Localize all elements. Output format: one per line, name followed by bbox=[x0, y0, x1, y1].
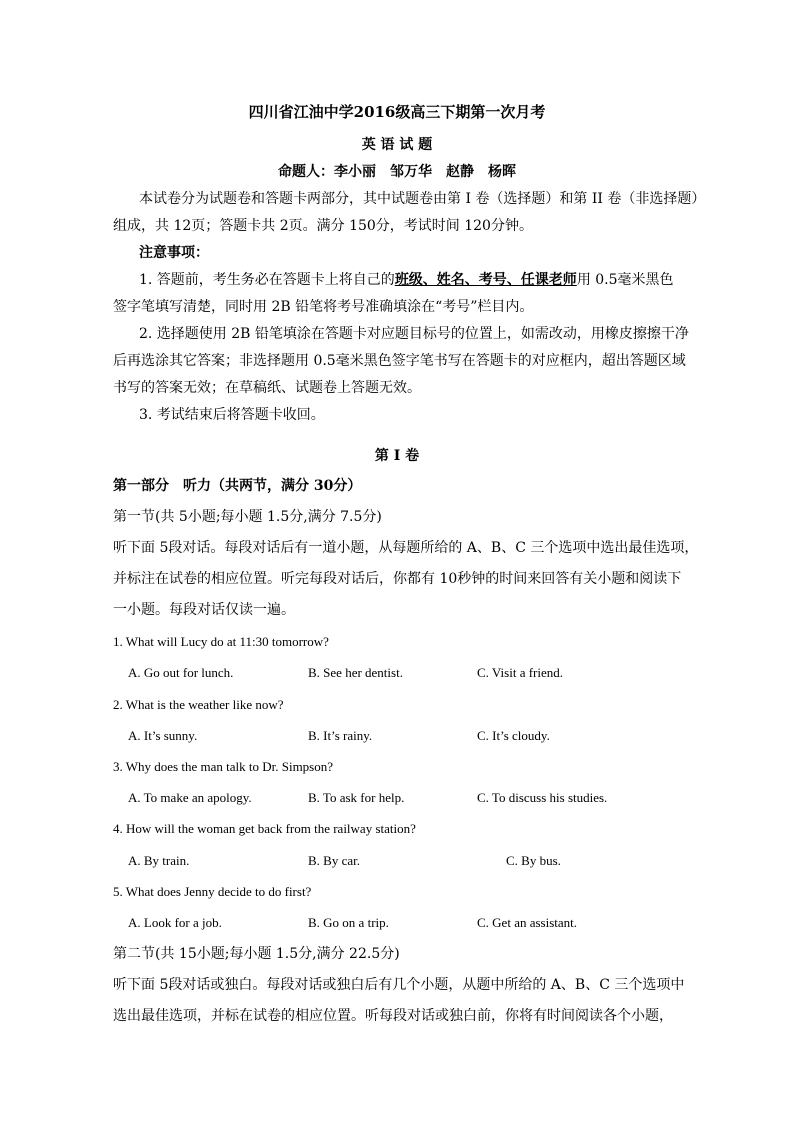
note-2-line-3: 书写的答案无效；在草稿纸、试题卷上答题无效。 bbox=[113, 380, 421, 396]
question-5-option-c: C. Get an assistant. bbox=[477, 915, 578, 930]
section2-heading: 第二节(共 15小题;每小题 1.5分,满分 22.5分) bbox=[113, 946, 400, 962]
question-1: 1. What will Lucy do at 11:30 tomorrow? bbox=[113, 634, 329, 649]
section2-instr-1: 听下面 5段对话或独白。每段对话或独白后有几个小题，从题中所给的 A、B、C 三个选项中 bbox=[113, 977, 685, 993]
question-2-option-c: C. It’s cloudy. bbox=[477, 728, 550, 743]
note-1-suffix: 用 0.5毫米黑色 bbox=[576, 272, 674, 288]
authors-line: 命题人：李小丽 邹万华 赵静 杨晖 bbox=[278, 164, 516, 180]
question-5: 5. What does Jenny decide to do first? bbox=[113, 884, 312, 899]
question-5-option-a: A. Look for a job. bbox=[128, 915, 222, 930]
note-3: 3. 考试结束后将答题卡收回。 bbox=[139, 407, 325, 423]
question-3-option-b: B. To ask for help. bbox=[308, 790, 405, 805]
note-2-line-2: 后再选涂其它答案；非选择题用 0.5毫米黑色签字笔书写在答题卡的对应框内，超出答题区域 bbox=[113, 353, 686, 369]
question-3: 3. Why does the man talk to Dr. Simpson? bbox=[113, 759, 334, 774]
note-2-line-1: 2. 选择题使用 2B 铅笔填涂在答题卡对应题目标号的位置上，如需改动，用橡皮擦擦干净 bbox=[139, 326, 689, 342]
question-2-option-a: A. It’s sunny. bbox=[128, 728, 198, 743]
section1-instr-2: 并标注在试卷的相应位置。听完每段对话后，你都有 10秒钟的时间来回答有关小题和阅读下 bbox=[113, 571, 682, 587]
subject-title: 英 语 试 题 bbox=[361, 137, 433, 153]
question-2-option-b: B. It’s rainy. bbox=[308, 728, 373, 743]
intro-line-2: 组成，共 12页；答题卡共 2页。满分 150分，考试时间 120分钟。 bbox=[113, 218, 533, 234]
note-1-prefix: 1. 答题前，考生务必在答题卡上将自己的 bbox=[139, 272, 395, 288]
question-1-option-c: C. Visit a friend. bbox=[477, 665, 563, 680]
question-4-option-b: B. By car. bbox=[308, 853, 360, 868]
question-1-option-b: B. See her dentist. bbox=[308, 665, 403, 680]
question-4: 4. How will the woman get back from the railway station? bbox=[113, 821, 416, 836]
question-4-option-c: C. By bus. bbox=[506, 853, 561, 868]
volume-heading: 第 I 卷 bbox=[374, 448, 420, 464]
note-1-line-1 bbox=[139, 270, 684, 290]
question-3-option-c: C. To discuss his studies. bbox=[477, 790, 608, 805]
question-4-option-a: A. By train. bbox=[128, 853, 190, 868]
notes-heading: 注意事项： bbox=[139, 245, 209, 261]
section1-heading: 第一节(共 5小题;每小题 1.5分,满分 7.5分) bbox=[113, 509, 382, 525]
section1-instr-1: 听下面 5段对话。每段对话后有一道小题，从每题所给的 A、B、C 三个选项中选出最佳选项， bbox=[113, 540, 699, 556]
question-1-option-a: A. Go out for lunch. bbox=[128, 665, 234, 680]
note-1-line-2: 签字笔填写清楚，同时用 2B 铅笔将考号准确填涂在“考号”栏目内。 bbox=[113, 299, 534, 315]
question-2: 2. What is the weather like now? bbox=[113, 697, 284, 712]
intro-line-1: 本试卷分为试题卷和答题卡两部分，其中试题卷由第 I 卷（选择题）和第 II 卷（非选择题） bbox=[139, 191, 706, 207]
question-3-option-a: A. To make an apology. bbox=[128, 790, 252, 805]
exam-title: 四川省江油中学2016级高三下期第一次月考 bbox=[248, 103, 546, 121]
part1-heading: 第一部分 听力（共两节，满分 30分） bbox=[113, 478, 362, 494]
question-5-option-b: B. Go on a trip. bbox=[308, 915, 389, 930]
note-1-emphasis: 班级、姓名、考号、任课老师 bbox=[394, 272, 577, 288]
section2-instr-2: 选出最佳选项，并标在试卷的相应位置。听每段对话或独白前，你将有时间阅读各个小题， bbox=[113, 1008, 673, 1024]
section1-instr-3: 一小题。每段对话仅读一遍。 bbox=[113, 602, 295, 618]
